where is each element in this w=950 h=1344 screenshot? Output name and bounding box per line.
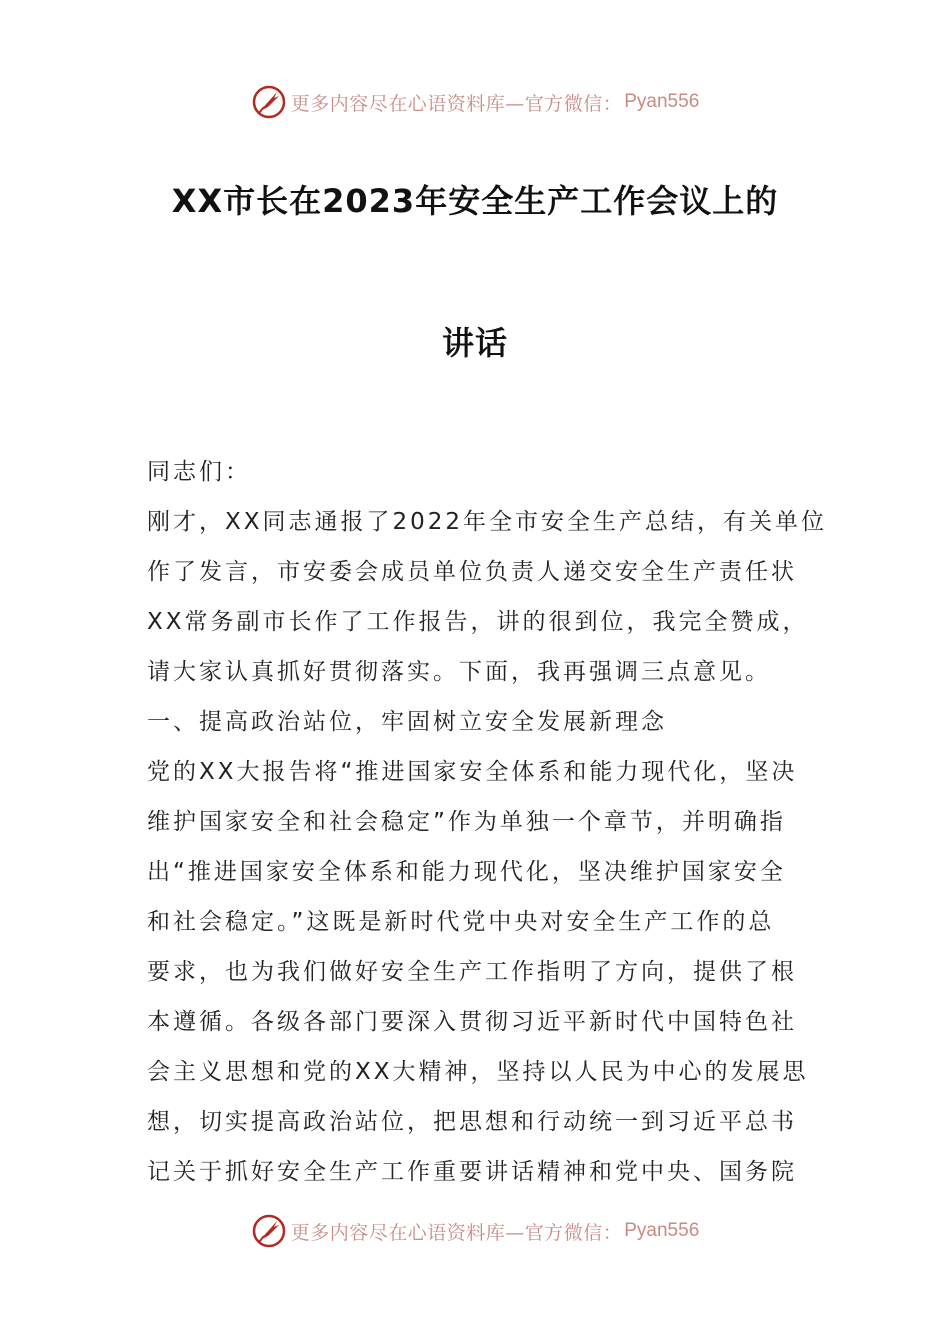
body-line: 维护国家安全和社会稳定”作为单独一个章节，并明确指 [147, 809, 786, 835]
watermark-text: 更多内容尽在心语资料库—官方微信： [290, 1221, 623, 1244]
body-line: 想，切实提高政治站位，把思想和行动统一到习近平总书 [147, 1109, 797, 1135]
body-line: 和社会稳定。”这既是新时代党中央对安全生产工作的总 [147, 909, 775, 935]
body-line: 党的XX大报告将“推进国家安全体系和能力现代化，坚决 [147, 759, 798, 785]
watermark-id: Pyan556 [624, 1220, 700, 1241]
document-title-line-2: 讲话 [441, 324, 508, 362]
quill-logo-icon [251, 84, 287, 120]
section-heading: 一、提高政治站位，牢固树立安全发展新理念 [147, 709, 667, 735]
body-line: 要求，也为我们做好安全生产工作指明了方向，提供了根 [147, 959, 797, 985]
body-line: 记关于抓好安全生产工作重要讲话精神和党中央、国务院 [147, 1159, 797, 1185]
document-body [147, 447, 828, 1197]
body-line: XX常务副市长作了工作报告，讲的很到位，我完全赞成， [147, 609, 809, 635]
body-line: 本遵循。各级各部门要深入贯彻习近平新时代中国特色社 [147, 1009, 797, 1035]
body-line: 刚才，XX同志通报了2022年全市安全生产总结，有关单位 [147, 509, 828, 535]
header-watermark [0, 82, 950, 122]
quill-logo-icon [251, 1213, 287, 1249]
watermark-text: 更多内容尽在心语资料库—官方微信： [290, 92, 623, 115]
body-line: 会主义思想和党的XX大精神，坚持以人民为中心的发展思 [147, 1059, 809, 1085]
document-title-line-1: XX市长在2023年安全生产工作会议上的 [171, 182, 779, 220]
body-line: 同志们： [147, 459, 251, 485]
body-line: 出“推进国家安全体系和能力现代化，坚决维护国家安全 [147, 859, 786, 885]
footer-watermark [0, 1211, 950, 1251]
body-line: 作了发言，市安委会成员单位负责人递交安全生产责任状 [147, 559, 797, 585]
watermark-id: Pyan556 [624, 91, 700, 112]
body-line: 请大家认真抓好贯彻落实。下面，我再强调三点意见。 [147, 659, 771, 685]
